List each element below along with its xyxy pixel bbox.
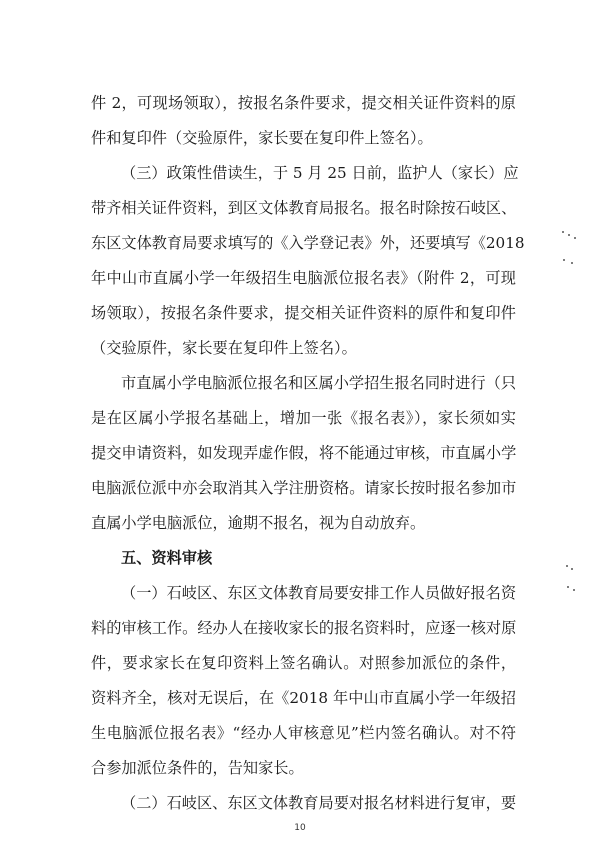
text-line: 生电脑派位报名表》“经办人审核意见”栏内签名确认。对不符 [91,724,516,742]
scan-speck [574,237,576,239]
scan-speck [562,231,564,233]
text-line: （三）政策性借读生，于 5 月 25 日前，监护人（家长）应 [121,164,519,182]
section-heading: 五、资料审核 [121,549,213,567]
text-line: 件 2，可现场领取），按报名条件要求，提交相关证件资料的原 [91,94,516,112]
text-line: 件，要求家长在复印资料上签名确认。对照参加派位的条件， [91,654,516,672]
scan-speck [571,568,573,570]
text-line: （交验原件，家长要在复印件上签名）。 [91,339,357,357]
text-line: 年中山市直属小学一年级招生电脑派位报名表》（附件 2，可现 [91,269,516,287]
text-line: 电脑派位派中亦会取消其入学注册资格。请家长按时报名参加市 [91,479,517,497]
text-line: 是在区属小学报名基础上，增加一张《报名表》），家长须如实 [91,409,516,427]
scan-speck [563,259,565,261]
text-line: 市直属小学电脑派位报名和区属小学招生报名同时进行（只 [121,374,516,392]
scan-speck [567,586,569,588]
scan-speck [571,262,573,264]
text-line: 资料齐全，核对无误后，在《2018 年中山市直属小学一年级招 [91,689,516,707]
text-line: 料的审核工作。经办人在接收家长的报名资料时，应逐一核对原 [91,619,517,637]
text-line: 场领取），按报名条件要求，提交相关证件资料的原件和复印件 [91,304,516,322]
text-line: 带齐相关证件资料，到区文体教育局报名。报名时除按石岐区、 [91,199,517,217]
text-line: （一）石岐区、东区文体教育局要安排工作人员做好报名资 [121,584,516,602]
text-line: 合参加派位条件的，告知家长。 [91,759,304,777]
scan-speck [568,234,570,236]
page-number: 10 [294,823,306,833]
text-line: （二）石岐区、东区文体教育局要对报名材料进行复审，要 [121,794,516,812]
scan-speck [573,589,575,591]
text-line: 提交申请资料，如发现弄虚作假，将不能通过审核，市直属小学 [91,444,517,462]
text-line: 东区文体教育局要求填写的《入学登记表》外，还要填写《2018 [91,234,525,252]
text-line: 直属小学电脑派位，逾期不报名，视为自动放弃。 [91,514,426,532]
text-line: 件和复印件（交验原件，家长要在复印件上签名）。 [91,129,433,147]
scan-speck [566,565,568,567]
